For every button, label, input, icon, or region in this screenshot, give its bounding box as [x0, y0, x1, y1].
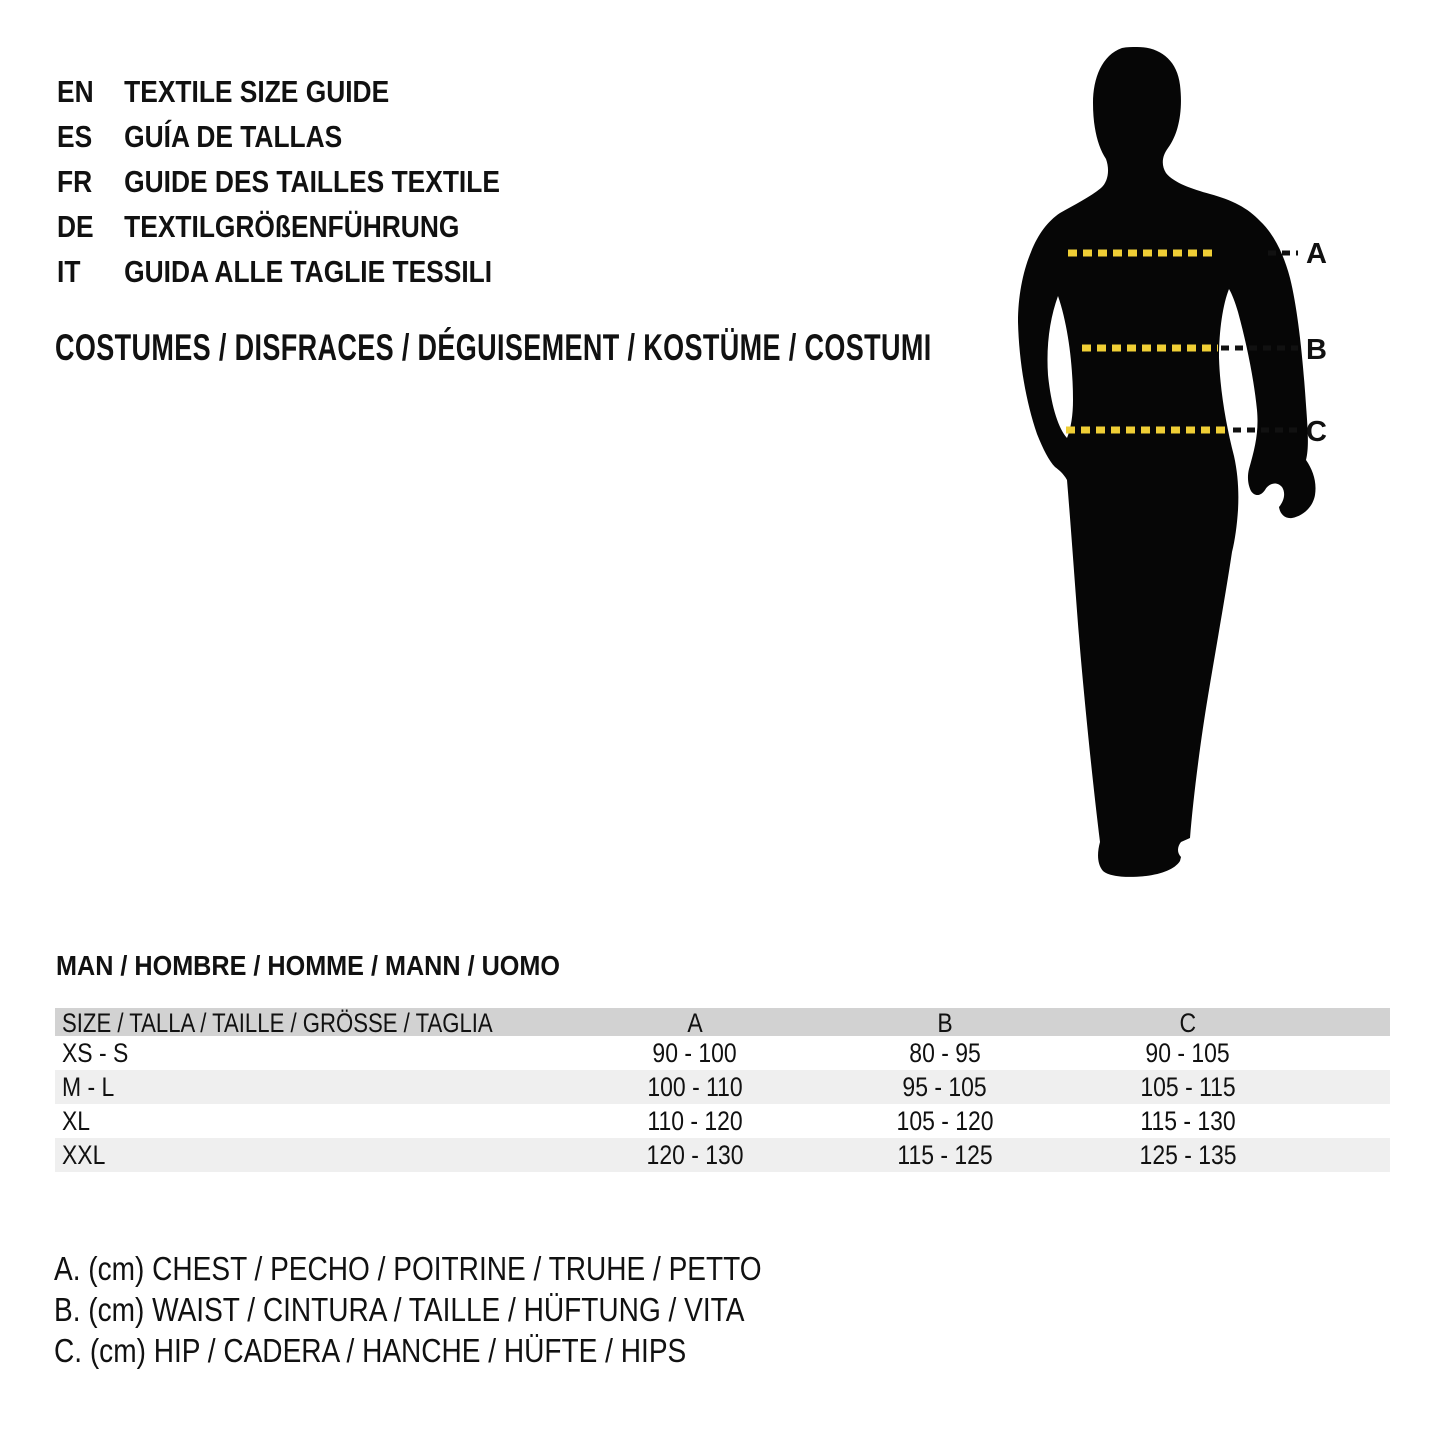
- legend-waist: B. (cm) WAIST / CINTURA / TAILLE / HÜFTUNG / VITA: [54, 1290, 745, 1328]
- size-cell: XS - S: [62, 1037, 129, 1068]
- chest-range-cell: 90 - 100: [652, 1037, 738, 1068]
- table-row-m-l: [55, 1070, 1390, 1104]
- table-row-xl: [55, 1104, 1390, 1138]
- chest-range-cell: 120 - 130: [646, 1139, 744, 1170]
- category-title: COSTUMES / DISFRACES / DÉGUISEMENT / KOSTÜME / COSTUMI: [55, 327, 932, 368]
- language-title: GUÍA DE TALLAS: [124, 118, 343, 154]
- column-header-c: C: [1179, 1008, 1197, 1038]
- measurement-diagram: [950, 30, 1430, 910]
- legend-hip: C. (cm) HIP / CADERA / HANCHE / HÜFTE / HIPS: [54, 1331, 687, 1369]
- hip-range-cell: 90 - 105: [1145, 1037, 1231, 1068]
- language-row-it: [57, 249, 500, 294]
- measurement-legend: [54, 1248, 886, 1371]
- man-silhouette: [1018, 47, 1316, 877]
- waist-range-cell: 80 - 95: [909, 1037, 981, 1068]
- measure-label-b: B: [1306, 334, 1327, 366]
- language-code: EN: [57, 73, 94, 109]
- hip-range-cell: 125 - 135: [1139, 1139, 1237, 1170]
- waist-range-cell: 115 - 125: [897, 1139, 993, 1170]
- table-row-xxl: [55, 1138, 1390, 1172]
- table-header-row: [55, 1008, 1390, 1036]
- hip-range-cell: 115 - 130: [1140, 1105, 1236, 1136]
- hip-range-cell: 105 - 115: [1140, 1071, 1236, 1102]
- language-title: TEXTILE SIZE GUIDE: [124, 73, 390, 109]
- measure-label-c: C: [1306, 416, 1327, 448]
- measure-label-a: A: [1306, 238, 1327, 270]
- language-row-fr: [57, 159, 500, 204]
- language-code: ES: [57, 118, 93, 154]
- size-cell: M - L: [62, 1071, 115, 1102]
- language-row-es: [57, 114, 500, 159]
- chest-range-cell: 110 - 120: [647, 1105, 743, 1136]
- size-cell: XL: [62, 1105, 91, 1136]
- waist-range-cell: 105 - 120: [896, 1105, 994, 1136]
- chest-range-cell: 100 - 110: [647, 1071, 743, 1102]
- language-code: DE: [57, 208, 94, 244]
- size-table: [55, 1008, 1390, 1172]
- language-title: GUIDA ALLE TAGLIE TESSILI: [124, 253, 493, 289]
- column-header-b: B: [937, 1008, 953, 1038]
- section-title-man: MAN / HOMBRE / HOMME / MANN / UOMO: [56, 950, 560, 981]
- legend-chest: A. (cm) CHEST / PECHO / POITRINE / TRUHE / PETTO: [54, 1249, 762, 1287]
- column-header-a: A: [687, 1008, 703, 1038]
- language-row-en: [57, 69, 500, 114]
- language-code: FR: [57, 163, 93, 199]
- table-row-xs-s: [55, 1036, 1390, 1070]
- language-title: TEXTILGRÖßENFÜHRUNG: [124, 208, 460, 244]
- language-row-de: [57, 204, 500, 249]
- language-title-list: [57, 69, 578, 294]
- column-header-size: SIZE / TALLA / TAILLE / GRÖSSE / TAGLIA: [62, 1008, 493, 1038]
- man-silhouette-svg: [950, 30, 1430, 910]
- waist-range-cell: 95 - 105: [902, 1071, 988, 1102]
- language-title: GUIDE DES TAILLES TEXTILE: [124, 163, 500, 199]
- size-cell: XXL: [62, 1139, 106, 1170]
- language-code: IT: [57, 253, 81, 289]
